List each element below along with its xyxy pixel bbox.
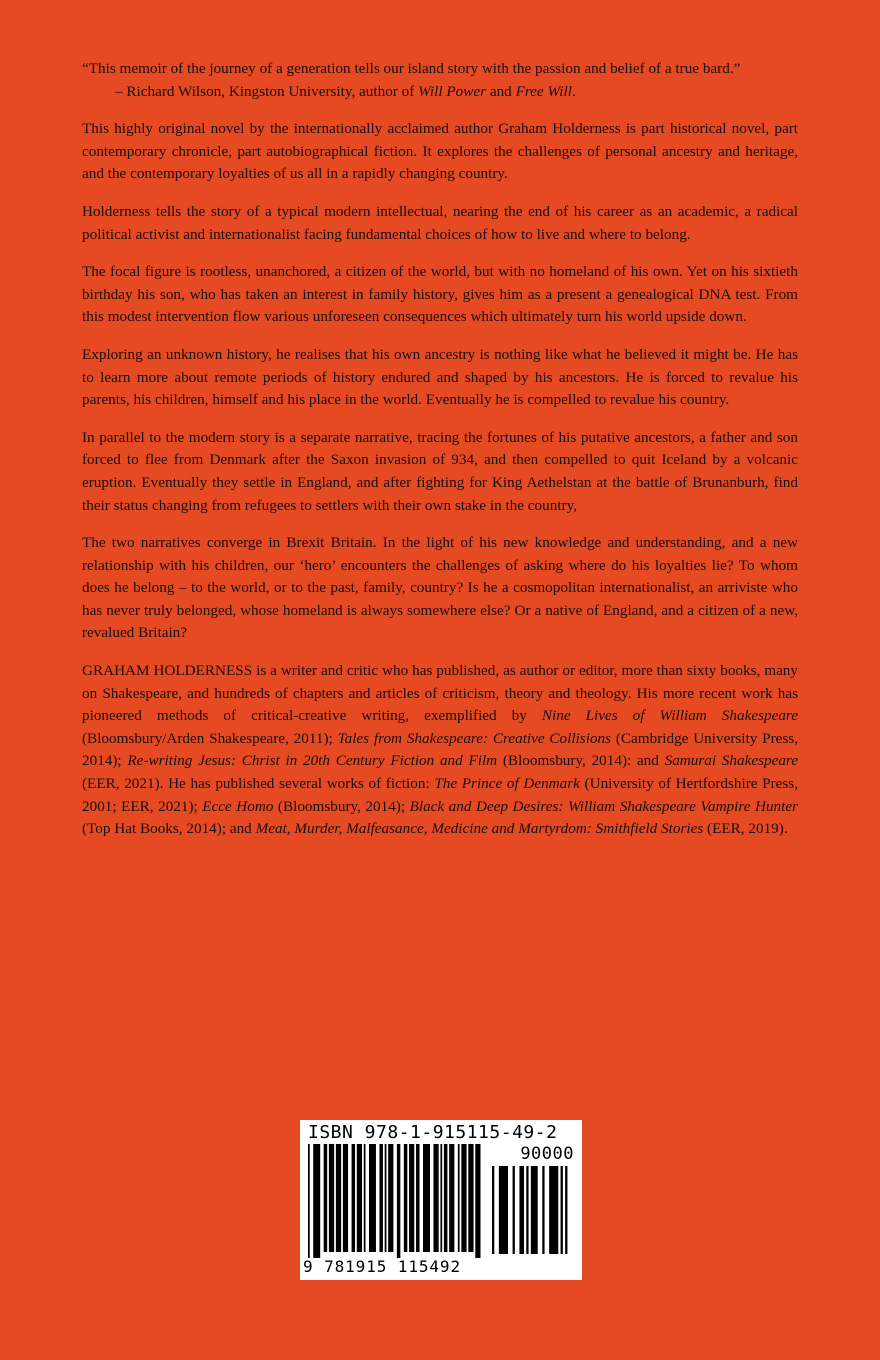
quote-text: “This memoir of the journey of a generation tells our island story with the passion and belief of a true bard.” [82,60,741,77]
barcode-bar [385,1144,387,1252]
author-bio: GRAHAM HOLDERNESS is a writer and critic who has published, as author or editor, more than sixty books, many on Shakespeare, and hundreds of chapters and articles of criticism, theory and theology. His more recent work has pioneered methods of critical-creative writing, exemplified by Nine Lives of William Shakespeare (Bloomsbury/Arden Shakespeare, 2011); Tales from Shakespeare: Creative Collisions (Cambridge University Press, 2014); Re-writing Jesus: Christ in 20th Century Fiction and Film (Bloomsbury, 2014): and Samurai Shakespeare (EER, 2021). He has published several works of fiction: The Prince of Denmark (University of Hertfordshire Press, 2001; EER, 2021); Ecce Homo (Bloomsbury, 2014); Black and Deep Desires: William Shakespeare Vampire Hunter (Top Hat Books, 2014); and Meat, Murder, Malfeasance, Medicine and Martyrdom: Smithfield Stories (EER, 2019). [82,662,799,838]
blurb-paragraph: In parallel to the modern story is a separate narrative, tracing the fortunes of his putative ancestors, a father and son forced to flee from Denmark after the Saxon invasion of 934, and then compelled to quit Iceland by a volcanic eruption. Eventually they settle in England, and after fighting for King Aethelstan at the battle of Brunanburh, find their status changing from refugees to settlers with their own stake in the country, [82,428,798,514]
back-cover-text [82,58,798,856]
barcode-bar [308,1144,310,1258]
barcode-bar [369,1144,376,1252]
isbn-label: ISBN 978-1-915115-49-2 [308,1122,558,1143]
barcode-bar [357,1144,362,1252]
barcode-bar [440,1144,442,1252]
barcode-bar [542,1166,544,1254]
barcode-bar [461,1144,466,1252]
barcode-bar [379,1144,382,1252]
barcode-bar [531,1166,538,1254]
barcode-bar [336,1144,341,1252]
barcode-bar [468,1144,473,1252]
barcode-bar [565,1166,567,1254]
barcode-bar [423,1144,430,1252]
ean-digits: 9 781915 115492 [303,1257,461,1276]
barcode-bar [313,1144,320,1258]
blurb-paragraph: The two narratives converge in Brexit Britain. In the light of his new knowledge and understanding, and a new relationship with his children, our ‘hero’ encounters the challenges of asking where do his loyalties lie? To whom does he belong – to the world, or to the past, family, country? Is he a cosmopolitan internationalist, an arriviste who has never truly belonged, whose homeland is always somewhere else? Or a native of England, and a citizen of a new, revalued Britain? [82,534,798,642]
price-code: 90000 [520,1144,574,1164]
barcode-bar [343,1144,348,1252]
barcode-bar [409,1144,414,1252]
barcode-bar [526,1166,528,1254]
blurb-paragraph: Holderness tells the story of a typical modern intellectual, nearing the end of his career as an academic, a radical political activist and internationalist facing fundamental choices of how to live and where to belong. [82,202,798,243]
endorsement-quote [82,58,798,103]
barcode-bar [475,1144,480,1258]
barcode-bar [519,1166,524,1254]
barcode-bar [416,1144,419,1252]
barcode-bar [458,1144,460,1252]
barcode-bar [397,1144,400,1258]
ean-bars [306,1144,486,1258]
barcode-bar [404,1144,407,1252]
blurb-paragraph: The focal figure is rootless, unanchored, a citizen of the world, but with no homeland of his own. Yet on his sixtieth birthday his son, who has taken an interest in family history, gives him as a present a genealogical DNA test. From this modest intervention flow various unforeseen consequences which ultimately turn his world upside down. [82,263,798,326]
quote-attribution: – Richard Wilson, Kingston University, author of Will Power and Free Will. [115,82,576,100]
barcode-bar [561,1166,563,1254]
barcode-bar [513,1166,515,1254]
barcode-bar [364,1144,366,1252]
barcode-bar [329,1144,334,1252]
barcode-bar [324,1144,327,1252]
price-bars [490,1166,574,1258]
barcode-bar [499,1166,508,1254]
barcode-bar [549,1166,558,1254]
blurb-paragraph: This highly original novel by the internationally acclaimed author Graham Holderness is part historical novel, part contemporary chronicle, part autobiographical fiction. It explores the challenges of personal ancestry and heritage, and the contemporary loyalties of us all in a rapidly changing country. [82,120,798,183]
blurb-paragraph: Exploring an unknown history, he realises that his own ancestry is nothing like what he believed it might be. He has to learn more about remote periods of history endured and shaped by his ancestors. He is forced to revalue his parents, his children, himself and his place in the world. Eventually he is compelled to revalue his country. [82,345,798,409]
barcode-bar [444,1144,447,1252]
barcode-bar [433,1144,438,1252]
barcode-bar [449,1144,454,1252]
barcode-bar [352,1144,355,1252]
barcode-bar [492,1166,494,1254]
isbn-barcode [300,1120,582,1280]
barcode-bar [388,1144,393,1252]
